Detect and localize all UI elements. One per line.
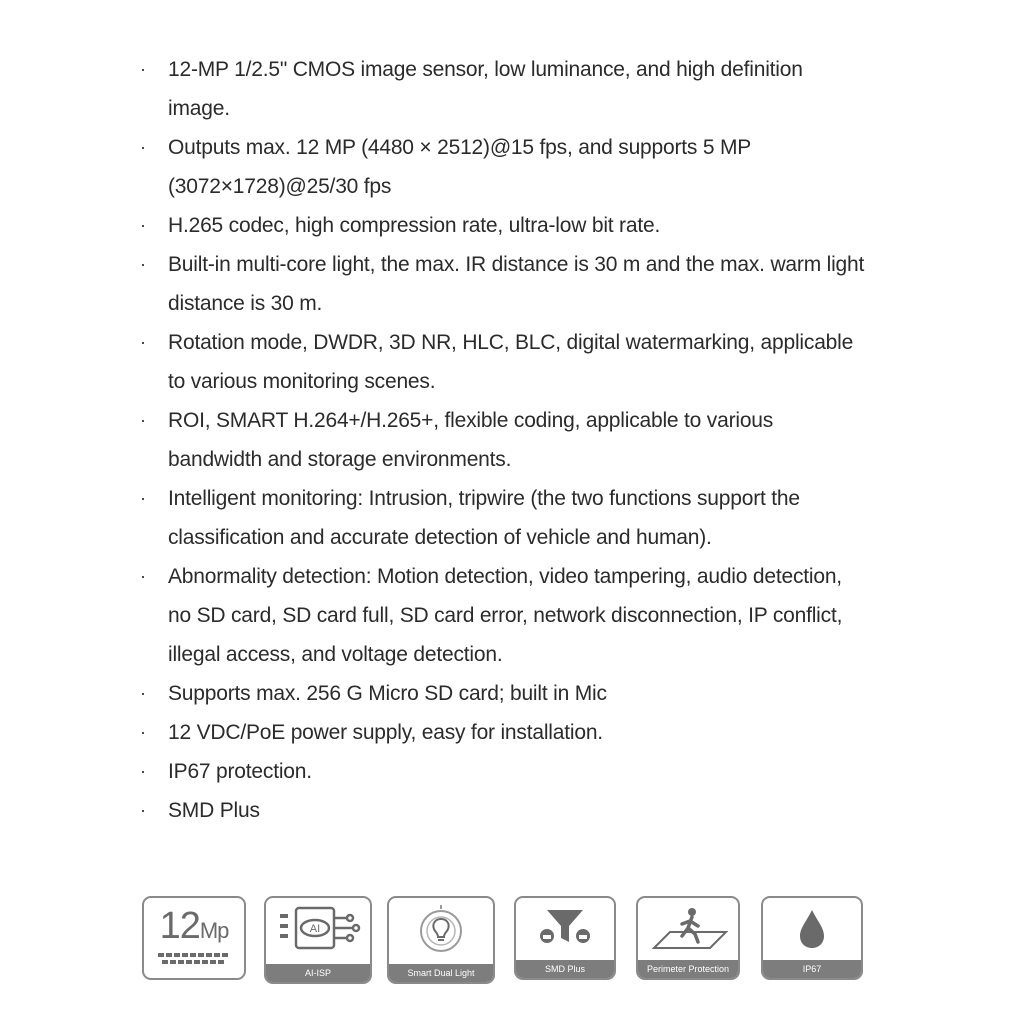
badge-ai-isp-label: AI-ISP xyxy=(266,964,370,982)
mp-unit: Mp xyxy=(199,917,229,943)
perimeter-icon xyxy=(638,898,738,960)
badge-ip67 xyxy=(761,896,863,980)
feature-item xyxy=(138,791,868,830)
feature-item xyxy=(138,479,868,557)
bullet: · xyxy=(140,410,146,430)
feature-text: Abnormality detection: Motion detection, video tampering, audio detection, no SD card, SD card full, SD card error, network disconnection, IP conflict, illegal access, and voltage detection. xyxy=(168,565,843,666)
bullet: · xyxy=(140,332,146,352)
mp-number: 12 xyxy=(159,904,200,947)
feature-text: Outputs max. 12 MP (4480 × 2512)@15 fps, and supports 5 MP (3072×1728)@25/30 fps xyxy=(168,136,751,198)
feature-item xyxy=(138,557,868,674)
feature-text: H.265 codec, high compression rate, ultra-low bit rate. xyxy=(168,214,661,237)
feature-text: Intelligent monitoring: Intrusion, tripwire (the two functions support the classification and accurate detection of vehicle and human). xyxy=(168,487,800,549)
bullet: · xyxy=(140,137,146,157)
bullet: · xyxy=(140,488,146,508)
feature-text: Rotation mode, DWDR, 3D NR, HLC, BLC, digital watermarking, applicable to various monitoring scenes. xyxy=(168,331,854,393)
feature-text: IP67 protection. xyxy=(168,760,312,783)
ai-chip-icon xyxy=(266,898,370,964)
water-drop-icon xyxy=(763,898,861,960)
badge-ip67-label: IP67 xyxy=(763,960,861,978)
bullet: · xyxy=(140,59,146,79)
badge-12mp xyxy=(142,896,246,980)
feature-text: Supports max. 256 G Micro SD card; built in Mic xyxy=(168,682,607,705)
bullet: · xyxy=(140,215,146,235)
feature-item xyxy=(138,323,868,401)
feature-text: 12 VDC/PoE power supply, easy for installation. xyxy=(168,721,603,744)
feature-item xyxy=(138,50,868,128)
feature-item xyxy=(138,752,868,791)
ai-chip-text: AI xyxy=(309,923,321,935)
feature-item xyxy=(138,128,868,206)
badge-smd-plus xyxy=(514,896,616,980)
bullet: · xyxy=(140,683,146,703)
pixel-grid-icon xyxy=(156,951,232,971)
bullet: · xyxy=(140,761,146,781)
badge-smart-dual-light-label: Smart Dual Light xyxy=(389,964,493,982)
smd-filter-icon xyxy=(516,898,614,960)
bullet: · xyxy=(140,722,146,742)
feature-item xyxy=(138,713,868,752)
feature-item xyxy=(138,401,868,479)
feature-text: ROI, SMART H.264+/H.265+, flexible coding, applicable to various bandwidth and storage environments. xyxy=(168,409,774,471)
dual-light-icon xyxy=(389,898,493,964)
feature-badges xyxy=(140,896,870,986)
bullet: · xyxy=(140,566,146,586)
badge-smart-dual-light xyxy=(387,896,495,984)
feature-item xyxy=(138,206,868,245)
badge-perimeter-protection-label: Perimeter Protection xyxy=(638,960,738,978)
resolution-icon xyxy=(144,898,244,978)
feature-item xyxy=(138,245,868,323)
bullet: · xyxy=(140,254,146,274)
feature-list xyxy=(138,50,868,830)
feature-text: 12-MP 1/2.5" CMOS image sensor, low luminance, and high definition image. xyxy=(168,58,803,120)
badge-smd-plus-label: SMD Plus xyxy=(516,960,614,978)
badge-ai-isp xyxy=(264,896,372,984)
badge-perimeter-protection xyxy=(636,896,740,980)
feature-text: SMD Plus xyxy=(168,799,260,822)
bullet: · xyxy=(140,800,146,820)
feature-text: Built-in multi-core light, the max. IR distance is 30 m and the max. warm light distance is 30 m. xyxy=(168,253,865,315)
feature-item xyxy=(138,674,868,713)
